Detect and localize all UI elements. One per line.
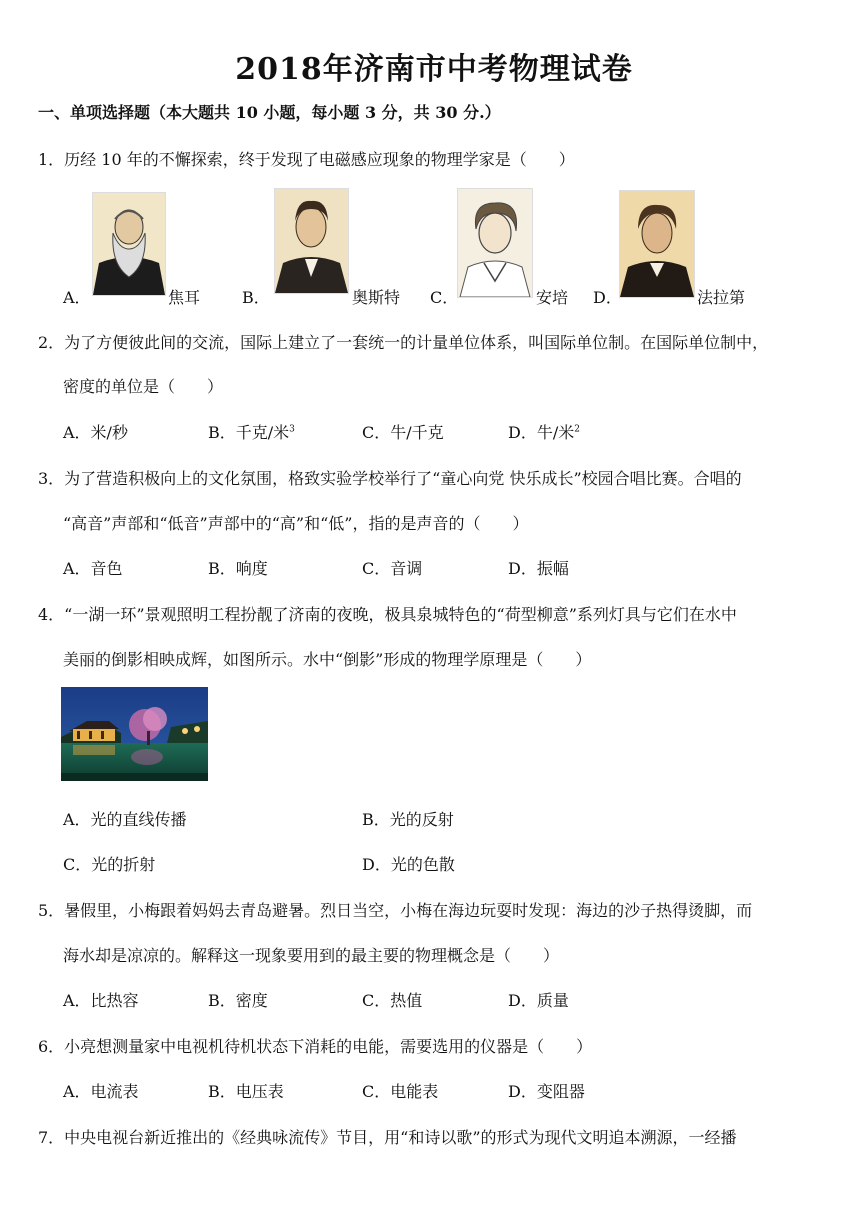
q2-option-c: C．牛/千克 <box>362 423 444 442</box>
section-heading: 一、单项选择题（本大题共 10 小题，每小题 3 分，共 30 分.） <box>38 103 501 122</box>
joule-portrait <box>92 192 166 296</box>
question-1-stem: 1．历经 10 年的不懈探索，终于发现了电磁感应现象的物理学家是（ ） <box>38 150 575 169</box>
night-lake-reflection-image <box>61 687 208 781</box>
q5-option-d: D．质量 <box>508 991 569 1010</box>
q2-option-a: A．米/秒 <box>63 423 128 442</box>
question-4-stem-line2: 美丽的倒影相映成辉，如图所示。水中“倒影”形成的物理学原理是（ ） <box>63 650 592 669</box>
q6-option-c: C．电能表 <box>362 1082 439 1101</box>
question-4-stem-line1: 4．“一湖一环”景观照明工程扮靓了济南的夜晚，极具泉城特色的“荷型柳意”系列灯具与它们在水中 <box>38 605 737 624</box>
q3-option-c: C．音调 <box>362 559 423 578</box>
q2-option-d: D．牛/米$^2$ <box>508 423 580 442</box>
page-title: 2018年济南市中考物理试卷 <box>235 52 633 87</box>
q6-option-b: B．电压表 <box>208 1082 284 1101</box>
question-7-stem-line1: 7．中央电视台新近推出的《经典咏流传》节目，用“和诗以歌”的形式为现代文明追本溯源，一经播 <box>38 1128 737 1147</box>
q4-option-a: A．光的直线传播 <box>63 810 187 829</box>
q5-option-a: A．比热容 <box>63 991 139 1010</box>
q2-option-b: B．千克/米$^3$ <box>208 423 295 442</box>
question-2-stem-line1: 2．为了方便彼此间的交流，国际上建立了一套统一的计量单位体系，叫国际单位制。在国际单位制中， <box>38 333 769 352</box>
q4-option-c: C．光的折射 <box>63 855 156 874</box>
q1-option-b-letter: B． <box>242 288 270 307</box>
q5-option-b: B．密度 <box>208 991 268 1010</box>
question-5-stem-line1: 5．暑假里，小梅跟着妈妈去青岛避暑。烈日当空，小梅在海边玩耍时发现：海边的沙子热得烫脚，而 <box>38 901 753 920</box>
q4-option-d: D．光的色散 <box>362 855 455 874</box>
question-3-stem-line2: “高音”声部和“低音”声部中的“高”和“低”，指的是声音的（ ） <box>63 514 529 533</box>
q1-option-d-label: 法拉第 <box>697 288 746 307</box>
q1-option-a-letter: A． <box>63 288 91 307</box>
q5-option-c: C．热值 <box>362 991 423 1010</box>
question-2-stem-line2: 密度的单位是（ ） <box>63 377 224 396</box>
q1-option-b-label: 奥斯特 <box>352 288 401 307</box>
q3-option-d: D．振幅 <box>508 559 569 578</box>
question-3-stem-line1: 3．为了营造积极向上的文化氛围，格致实验学校举行了“童心向党 快乐成长”校园合唱比赛。合唱的 <box>38 469 742 488</box>
q1-option-c-label: 安培 <box>536 288 569 307</box>
ampere-portrait <box>457 188 533 298</box>
question-5-stem-line2: 海水却是凉凉的。解释这一现象要用到的最主要的物理概念是（ ） <box>63 946 560 965</box>
q1-option-d-letter: D． <box>593 288 622 307</box>
q6-option-a: A．电流表 <box>63 1082 139 1101</box>
q1-option-a-label: 焦耳 <box>168 288 201 307</box>
q3-option-b: B．响度 <box>208 559 268 578</box>
faraday-portrait <box>619 190 695 298</box>
q6-option-d: D．变阻器 <box>508 1082 585 1101</box>
q1-option-c-letter: C． <box>430 288 459 307</box>
q3-option-a: A．音色 <box>63 559 123 578</box>
question-6-stem: 6．小亮想测量家中电视机待机状态下消耗的电能，需要选用的仪器是（ ） <box>38 1037 593 1056</box>
q4-option-b: B．光的反射 <box>362 810 454 829</box>
oersted-portrait <box>274 188 349 294</box>
